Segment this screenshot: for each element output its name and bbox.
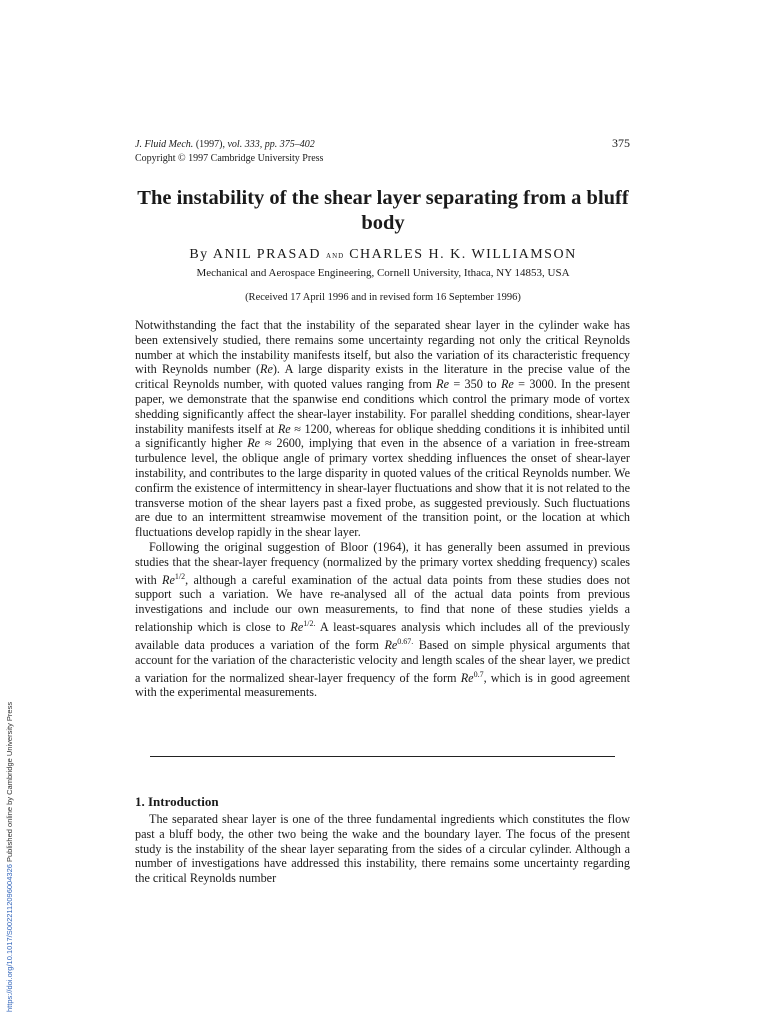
page-number: 375 [612,136,630,150]
body-paragraph: The separated shear layer is one of the three fundamental ingredients which constitutes the flow past a bluff body, the other two being the wake and the boundary layer. The focus of the present study is the instability of the shear layer separating from the sides of a circular cylinder. Although a number of investigations have addressed this instability, there remains some uncertainty regarding the critical Reynolds number [135,812,630,886]
affiliation: Mechanical and Aerospace Engineering, Cornell University, Ithaca, NY 14853, USA [196,267,570,279]
by-word: By [189,247,209,262]
journal-volume: vol. 333, [227,139,263,150]
section-heading: 1. Introduction [135,794,219,809]
journal-pages: pp. 375–402 [264,139,315,150]
paper-title: The instability of the shear layer separating from a bluff body [137,187,629,234]
abstract [135,318,630,700]
sidebar-doi-notice [5,702,14,1012]
section-divider [150,756,615,757]
received-dates: (Received 17 April 1996 and in revised form 16 September 1996) [245,292,521,303]
journal-name: J. Fluid Mech. [135,139,194,150]
and-word: and [326,250,345,261]
journal-year: (1997), [195,139,225,150]
author-name: ANIL PRASAD [212,247,322,262]
abstract-paragraph: Following the original suggestion of Bloor (1964), it has generally been assumed in previous studies that the shear-layer frequency (normalized by the primary vortex shedding frequency) scales with $Re^{1/2}$, although a careful examination of the actual data points from these studies does not support such a variation. We have re-analysed all of the actual data points from previous investigations and include our own measurements, to find that none of these studies yields a relationship which is close to $Re^{1/2.}$ A least-squares analysis which includes all of the previously available data produces a variation of the form $Re^{0.67.}$ Based on simple physical arguments that account for the variation of the characteristic velocity and length scales of the shear layer, we predict a variation for the normalized shear-layer frequency of the form $Re^{0.7}$, which is in good agreement with the experimental measurements. [135,539,631,700]
published-notice: Published online by Cambridge University Press [5,701,14,862]
citation-line [135,138,323,152]
journal-header [135,138,323,166]
copyright-line: Copyright © 1997 Cambridge University Press [135,153,324,164]
abstract-paragraph: Notwithstanding the fact that the instability of the separated shear layer in the cylinder wake has been extensively studied, there remains some uncertainty regarding not only the critical Reynolds number at which the instability manifests itself, but also the variation of its characteristic frequency with Reynolds number (Re). A large disparity exists in the literature in the precise value of the critical Reynolds number, with quoted values ranging from Re = 350 to Re = 3000. In the present paper, we demonstrate that the spanwise end conditions which control the primary mode of vortex shedding significantly affect the shear-layer instability. For parallel shedding conditions, shear-layer instability manifests itself at Re ≈ 1200, whereas for oblique shedding conditions it is inhibited until a significantly higher Re ≈ 2600, implying that even in the absence of a variation in free-stream turbulence level, the oblique angle of primary vortex shedding influences the onset of shear-layer instability, and contributes to the large disparity in quoted values of the critical Reynolds number. We confirm the existence of intermittency in shear-layer fluctuations and show that it is not related to the transverse motion of the shear layers past a fixed probe, as suggested previously. Such fluctuations are due to an intermittent streamwise movement of the transition point, or the location at which fluctuations develop rapidly in the shear layer. [135,318,631,540]
doi-link[interactable]: https://doi.org/10.1017/S0022112096004326 [5,864,14,1012]
author-name: CHARLES H. K. WILLIAMSON [349,247,577,262]
author-byline [130,247,636,263]
